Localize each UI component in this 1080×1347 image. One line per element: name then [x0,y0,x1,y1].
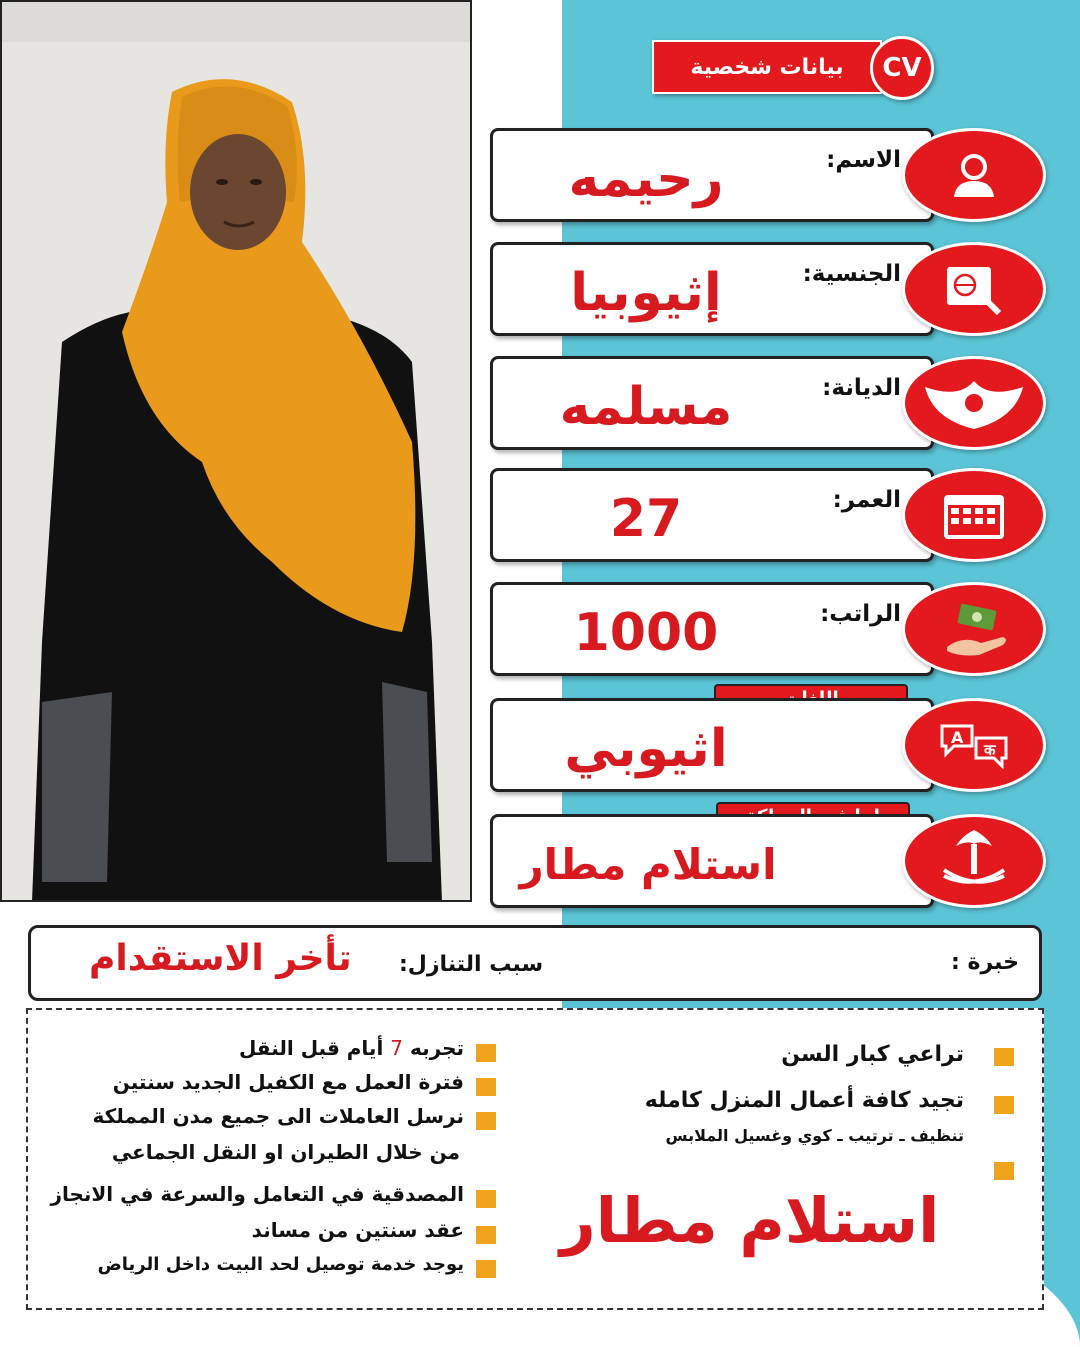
translate-icon [902,698,1046,792]
worker-photo [0,0,472,902]
skill-item: تراعي كبار السن [781,1042,964,1067]
religion-field [490,356,934,450]
globe-document-icon [902,242,1046,336]
hijab-icon [902,356,1046,450]
in-kingdom-value: استلام مطار [519,840,777,889]
cv-badge: CV [870,36,934,100]
waiver-reason-label: سبب التنازل: [399,952,544,977]
skill-item: تجيد كافة أعمال المنزل كامله [644,1088,964,1113]
nationality-label: الجنسية: [802,261,901,287]
name-label: الاسم: [826,147,901,173]
experience-reason-box [28,925,1042,1001]
nationality-field [490,242,934,336]
salary-label: الراتب: [820,601,901,627]
salary-value: 1000 [573,603,719,663]
note-item: نرسل العاملات الى جميع مدن المملكة [92,1104,464,1128]
bullet-icon [476,1044,496,1062]
details-box [26,1008,1044,1310]
bullet-icon [476,1226,496,1244]
person-icon [902,128,1046,222]
nationality-value: إثيوبيا [570,263,722,323]
saudi-emblem-icon [902,814,1046,908]
religion-value: مسلمه [559,377,733,437]
note-item: المصدقية في التعامل والسرعة في الانجاز [50,1182,464,1206]
bullet-icon [994,1162,1014,1180]
age-field [490,468,934,562]
name-value: رحيمه [568,149,724,209]
bullet-icon [476,1112,496,1130]
cv-header [652,36,934,98]
bullet-icon [476,1078,496,1096]
salary-field [490,582,934,676]
age-value: 27 [609,489,683,549]
trial-suffix: أيام قبل النقل [238,1036,384,1060]
skill-subtext: تنظيف ـ ترتيب ـ كوي وغسيل الملابس [665,1126,964,1145]
personal-data-title: بيانات شخصية [652,40,882,94]
note-item: من خلال الطيران او النقل الجماعي [111,1140,460,1164]
svg-text:क: क [984,741,996,759]
calendar-icon [902,468,1046,562]
note-item: يوجد خدمة توصيل لحد البيت داخل الرياض [97,1254,464,1275]
bullet-icon [476,1190,496,1208]
note-item: عقد سنتين من مساند [251,1218,464,1242]
bullet-icon [994,1048,1014,1066]
religion-label: الديانة: [822,375,901,401]
languages-value: اثيوبي [564,719,728,779]
airport-pickup-highlight: استلام مطار [560,1184,940,1257]
bullet-icon [476,1260,496,1278]
languages-field [490,698,934,792]
note-trial [239,1036,464,1060]
trial-number: 7 [390,1036,404,1060]
age-label: العمر: [832,487,901,513]
in-kingdom-field [490,814,934,908]
trial-prefix: تجربه [409,1036,464,1060]
money-hand-icon [902,582,1046,676]
name-field [490,128,934,222]
note-item: فترة العمل مع الكفيل الجديد سنتين [112,1070,464,1094]
experience-label: خبرة : [951,950,1019,975]
waiver-reason-value: تأخر الاستقدام [89,938,352,979]
svg-text:A: A [951,728,964,747]
bullet-icon [994,1096,1014,1114]
